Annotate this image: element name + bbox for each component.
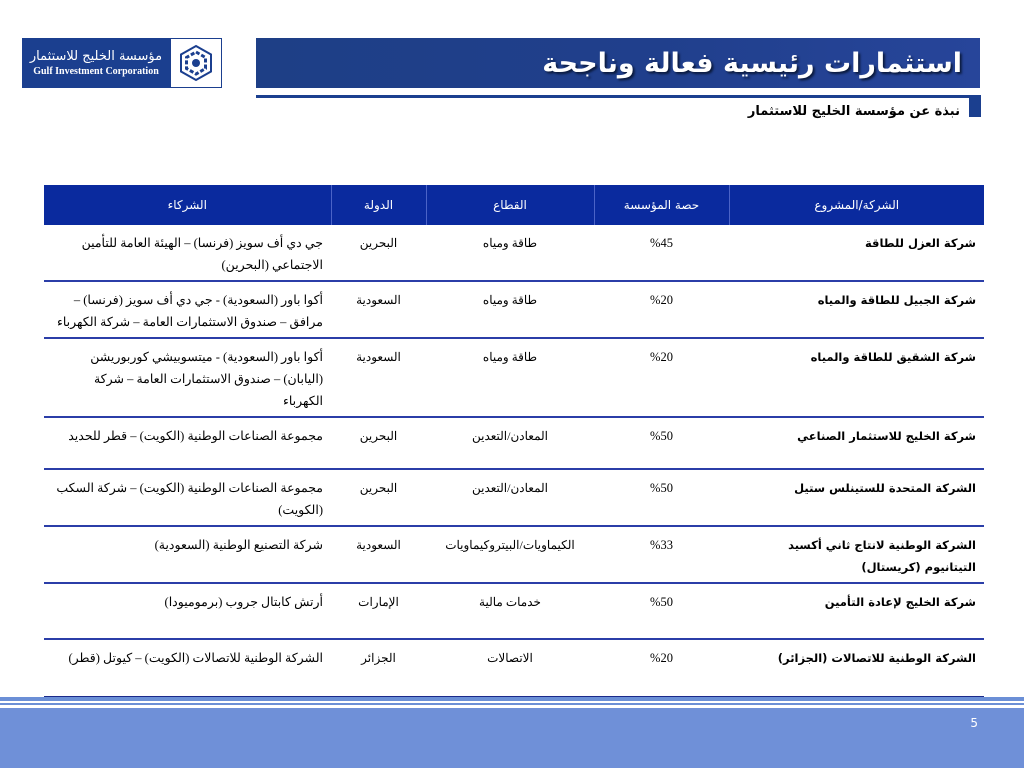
cell-share: %50: [594, 469, 729, 526]
cell-partners: جي دي أف سويز (فرنسا) – الهيئة العامة للتأمين الاجتماعي (البحرين): [44, 225, 331, 281]
cell-country: البحرين: [331, 417, 426, 469]
cell-partners: شركة التصنيع الوطنية (السعودية): [44, 526, 331, 583]
cell-country: البحرين: [331, 469, 426, 526]
company-logo: [22, 38, 222, 88]
cell-partners: أرتش كابتال جروب (برموميودا): [44, 583, 331, 639]
cell-partners: أكوا باور (السعودية) - جي دي أف سويز (فرنسا) – مرافق – صندوق الاستثمارات العامة – شركة الكهرباء: [44, 281, 331, 338]
cell-company: شركة العزل للطاقة: [729, 225, 984, 281]
page-title: استثمارات رئيسية فعالة وناجحة: [542, 47, 962, 79]
investments-table: [44, 185, 984, 699]
title-bar: [256, 38, 980, 88]
cell-sector: طاقة ومياه: [426, 225, 594, 281]
table-row: [44, 639, 984, 697]
header-company: الشركة/المشروع: [729, 185, 984, 225]
logo-text-block: [22, 38, 170, 88]
cell-sector: طاقة ومياه: [426, 338, 594, 417]
cell-partners: مجموعة الصناعات الوطنية (الكويت) – شركة السكب (الكويت): [44, 469, 331, 526]
logo-emblem-icon: [170, 38, 222, 88]
cell-partners: مجموعة الصناعات الوطنية (الكويت) – قطر للحديد: [44, 417, 331, 469]
logo-arabic-name: مؤسسة الخليج للاستثمار: [29, 48, 163, 64]
cell-partners: الشركة الوطنية للاتصالات (الكويت) – كيوتل (قطر): [44, 639, 331, 697]
page-number: 5: [970, 716, 978, 730]
cell-company: الشركة الوطنية لانتاج ثاني أكسيد التيتانيوم (كريستال): [729, 526, 984, 583]
cell-partners: أكوا باور (السعودية) - ميتسوبيشي كوربوريشن (اليابان) – صندوق الاستثمارات العامة – شركة الكهرباء: [44, 338, 331, 417]
cell-sector: المعادن/التعدين: [426, 417, 594, 469]
table-row: [44, 338, 984, 417]
cell-sector: خدمات مالية: [426, 583, 594, 639]
cell-sector: الاتصالات: [426, 639, 594, 697]
table-row: [44, 526, 984, 583]
cell-sector: طاقة ومياه: [426, 281, 594, 338]
header-share: حصة المؤسسة: [594, 185, 729, 225]
cell-company: شركة الخليج لإعادة التأمين: [729, 583, 984, 639]
cell-country: السعودية: [331, 281, 426, 338]
table-row: [44, 225, 984, 281]
cell-sector: الكيماويات/البيتروكيماويات: [426, 526, 594, 583]
table-row: [44, 583, 984, 639]
cell-share: %20: [594, 639, 729, 697]
footer-bar: [0, 708, 1024, 768]
header-partners: الشركاء: [44, 185, 331, 225]
cell-company: الشركة المتحدة للستينلس ستيل: [729, 469, 984, 526]
title-underline: [256, 95, 980, 98]
cell-share: %20: [594, 281, 729, 338]
footer-divider-thin: [0, 703, 1024, 705]
cell-share: %45: [594, 225, 729, 281]
title-accent-square: [969, 95, 981, 117]
cell-company: الشركة الوطنية للاتصالات (الجزائر): [729, 639, 984, 697]
header-country: الدولة: [331, 185, 426, 225]
table-row: [44, 281, 984, 338]
cell-share: %50: [594, 417, 729, 469]
cell-country: السعودية: [331, 526, 426, 583]
table-row: [44, 417, 984, 469]
cell-company: شركة الخليج للاستثمار الصناعي: [729, 417, 984, 469]
logo-english-name: Gulf Investment Corporation: [33, 65, 159, 77]
header-sector: القطاع: [426, 185, 594, 225]
page-subtitle: نبذة عن مؤسسة الخليج للاستثمار: [747, 104, 960, 119]
table-row: [44, 469, 984, 526]
cell-share: %50: [594, 583, 729, 639]
cell-country: الجزائر: [331, 639, 426, 697]
cell-share: %33: [594, 526, 729, 583]
table-header-row: [44, 185, 984, 225]
cell-country: الإمارات: [331, 583, 426, 639]
cell-sector: المعادن/التعدين: [426, 469, 594, 526]
cell-share: %20: [594, 338, 729, 417]
footer-divider-thick: [0, 697, 1024, 701]
cell-company: شركة الجبيل للطاقة والمياه: [729, 281, 984, 338]
cell-country: البحرين: [331, 225, 426, 281]
cell-country: السعودية: [331, 338, 426, 417]
cell-company: شركة الشقيق للطاقة والمياه: [729, 338, 984, 417]
